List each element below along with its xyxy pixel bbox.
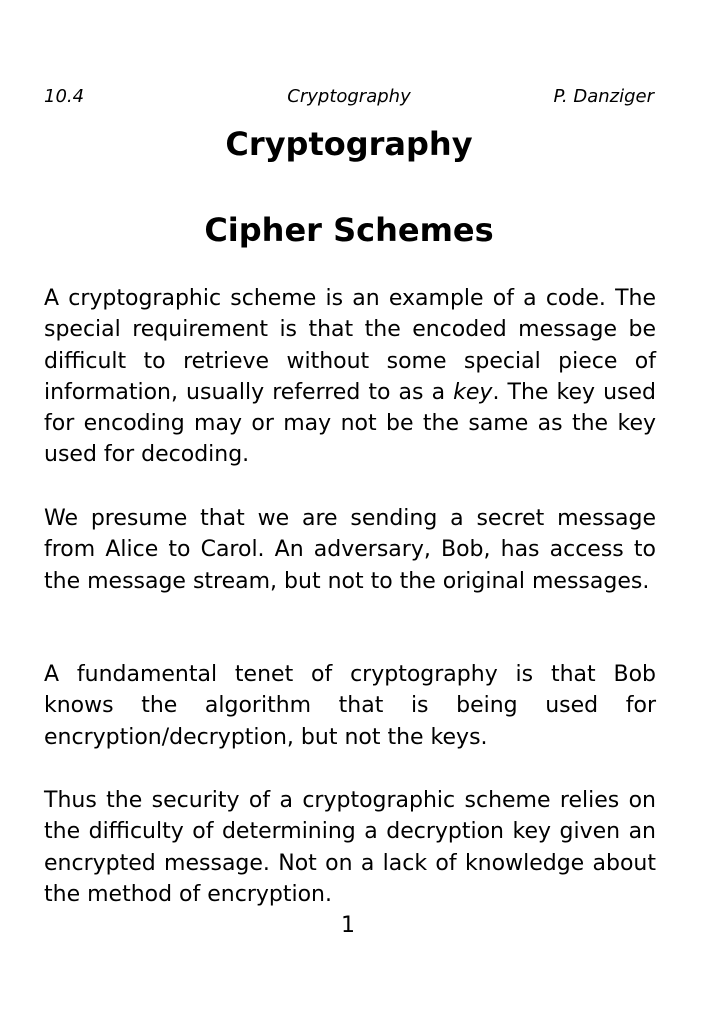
paragraph-security: Thus the security of a cryptographic scheme relies on the difficulty of determining a decryption key given an encrypted message. Not on a lack of knowledge about the method of encryption.: [44, 788, 656, 907]
running-header: [44, 85, 654, 109]
section-number: 10.4: [44, 86, 85, 107]
paragraph-tenet: A fundamental tenet of cryptography is that Bob knows the algorithm that is being used for encryption/decryption, but not the keys.: [44, 662, 656, 750]
section-title: Cipher Schemes: [204, 211, 494, 249]
key-term: key: [453, 379, 493, 405]
paragraph-scenario: We presume that we are sending a secret message from Alice to Carol. An adversary, Bob, has access to the message stream, but not to the original messages.: [44, 506, 656, 594]
page-number: 1: [341, 913, 355, 938]
header-author: P. Danziger: [553, 86, 654, 107]
header-topic: Cryptography: [287, 86, 411, 107]
paragraph-definition: [44, 283, 656, 471]
page-title: Cryptography: [225, 125, 473, 163]
paragraph-text: . The key used for encoding may or may not be the same as the key used for decoding.: [44, 379, 657, 468]
paragraph-text: A cryptographic scheme is an example of a code. The special requirement is that the encoded message be difficult to retrieve without some special piece of information, usually referred to as a: [44, 286, 656, 405]
